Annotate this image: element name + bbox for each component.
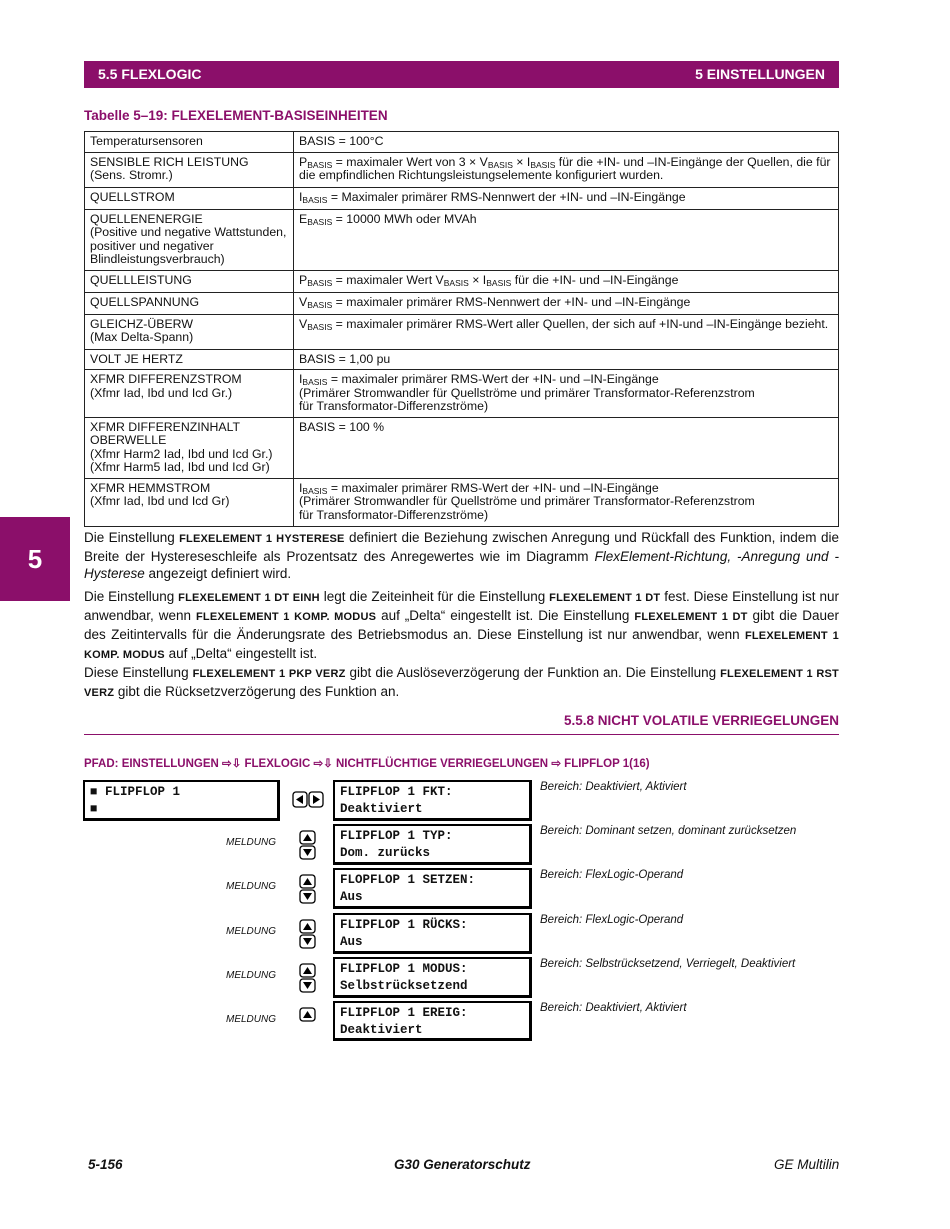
- message-label: MELDUNG: [226, 1014, 277, 1025]
- up-down-arrow-icon: [299, 830, 316, 860]
- base-unit-value: $I_{BASIS}$ = maximaler primärer RMS-Wert der +IN- und –IN-Eingänge (Primärer Stromwandler für Quellströme und primärer Transformator-Referenzstrom für Transformator-Differenzströme): [294, 370, 839, 418]
- path-arrow-icon: ⇨⇩: [313, 758, 333, 770]
- up-down-arrow-icon: [299, 919, 316, 949]
- path-segment-latches: NICHTFLÜCHTIGE VERRIEGELUNGEN: [336, 758, 549, 770]
- base-unit-value: $I_{BASIS}$ = maximaler primärer RMS-Wert der +IN- und –IN-Eingänge (Primärer Stromwandler für Quellströme und primärer Transformator-Referenzstrom für Transformator-Differenzströme): [294, 478, 839, 526]
- flipflop-setting-display[interactable]: [333, 780, 532, 821]
- base-unit-name: XFMR DIFFERENZSTROM (Xfmr Iad, Ibd und Icd Gr.): [85, 370, 294, 418]
- left-right-arrow-icon: [292, 791, 324, 808]
- base-unit-name: XFMR HEMMSTROM (Xfmr Iad, Ibd und Icd Gr): [85, 478, 294, 526]
- setting-range: Bereich: FlexLogic-Operand: [540, 914, 684, 926]
- setting-value: Aus: [340, 935, 363, 949]
- table-row: [85, 370, 839, 418]
- base-unit-name: QUELLSTROM: [85, 187, 294, 209]
- message-label: MELDUNG: [226, 970, 277, 981]
- menu-title-line1: ■ FLIPFLOP 1: [90, 785, 181, 799]
- footer-page-number: 5-156: [88, 1157, 123, 1172]
- setting-name: FLIPFLOP 1 EREIG:: [340, 1006, 468, 1020]
- table-row: [85, 478, 839, 526]
- base-unit-name: QUELLSPANNUNG: [85, 292, 294, 314]
- up-down-arrow-icon: [299, 874, 316, 904]
- setting-range: Bereich: FlexLogic-Operand: [540, 869, 684, 881]
- flexelement-base-units-table: [84, 131, 839, 527]
- base-unit-name: Temperatursensoren: [85, 132, 294, 153]
- setting-value: Selbstrücksetzend: [340, 979, 468, 993]
- table-row: [85, 270, 839, 292]
- paragraph-pkp-verz: Diese Einstellung FLEXELEMENT 1 PKP VERZ gibt die Auslöseverzögerung der Funktion an. Die Einstellung FLEXELEMENT 1 RST VERZ gibt die Rücksetzverzögerung des Funktion an.: [84, 665, 839, 699]
- setting-range: Bereich: Dominant setzen, dominant zurücksetzen: [540, 825, 797, 837]
- header-chapter-label: 5 EINSTELLUNGEN: [695, 66, 825, 82]
- path-prefix: PFAD: EINSTELLUNGEN: [84, 758, 219, 770]
- base-unit-value: $V_{BASIS}$ = maximaler primärer RMS-Wert aller Quellen, der sich auf +IN-und –IN-Eingänge bezieht.: [294, 314, 839, 349]
- flipflop-setting-display[interactable]: [333, 1001, 532, 1041]
- setting-name: FLIPFLOP 1 FKT:: [340, 785, 453, 799]
- table-row: [85, 349, 839, 370]
- footer-product-name: G30 Generatorschutz: [394, 1157, 531, 1172]
- base-unit-name: QUELLLEISTUNG: [85, 270, 294, 292]
- setting-value: Deaktiviert: [340, 802, 423, 816]
- setting-name: FLIPFLOP 1 MODUS:: [340, 962, 468, 976]
- base-unit-value: $I_{BASIS}$ = Maximaler primärer RMS-Nennwert der +IN- und –IN-Eingänge: [294, 187, 839, 209]
- table-title: Tabelle 5–19: FLEXELEMENT-BASISEINHEITEN: [84, 108, 388, 123]
- table-row: [85, 209, 839, 270]
- table-row: [85, 292, 839, 314]
- setting-name: FLOPFLOP 1 SETZEN:: [340, 873, 476, 887]
- flipflop-setting-display[interactable]: [333, 913, 532, 954]
- table-row: [85, 417, 839, 478]
- base-unit-name: QUELLENENERGIE (Positive und negative Wattstunden, positiver und negativer Blindleistungsverbrauch): [85, 209, 294, 270]
- section-heading: 5.5.8 NICHT VOLATILE VERRIEGELUNGEN: [84, 713, 839, 735]
- table-row: [85, 152, 839, 187]
- flipflop-setting-display[interactable]: [333, 824, 532, 865]
- setting-value: Deaktiviert: [340, 1023, 423, 1037]
- setting-range: Bereich: Deaktiviert, Aktiviert: [540, 781, 687, 793]
- message-label: MELDUNG: [226, 926, 277, 937]
- base-unit-value: BASIS = 100°C: [294, 132, 839, 153]
- flipflop-setting-display[interactable]: [333, 957, 532, 998]
- path-arrow-icon: ⇨: [551, 758, 561, 770]
- page-header-bar: [84, 61, 839, 88]
- message-label: MELDUNG: [226, 837, 277, 848]
- setting-value: Aus: [340, 890, 363, 904]
- header-section-label: 5.5 FLEXLOGIC: [98, 66, 202, 82]
- menu-title-line2: ■: [90, 802, 98, 816]
- paragraph-dt-einh: Die Einstellung FLEXELEMENT 1 DT EINH legt die Zeiteinheit für die Einstellung FLEXELEMENT 1 DT fest. Diese Einstellung ist nur anwendbar, wenn FLEXELEMENT 1 KOMP. MODUS auf „Delta“ eingestellt ist. Die Einstellung FLEXELEMENT 1 DT gibt die Dauer des Zeitintervalls für die Änderungsrate des Betriebsmodus an. Diese Einstellung ist nur anwendbar, wenn FLEXELEMENT 1 KOMP. MODUS auf „Delta“ eingestellt ist.: [84, 589, 839, 661]
- setting-value: Dom. zurücks: [340, 846, 431, 860]
- base-unit-value: $P_{BASIS}$ = maximaler Wert von $3 \times V_{BASIS} \times I_{BASIS}$ für die +IN- und –IN-Eingänge der Quellen, die für die empfindlichen Richtungsleistungselemente konfiguriert wurden.: [294, 152, 839, 187]
- setting-range: Bereich: Deaktiviert, Aktiviert: [540, 1002, 687, 1014]
- base-unit-name: XFMR DIFFERENZINHALT OBERWELLE (Xfmr Harm2 Iad, Ibd und Icd Gr.) (Xfmr Harm5 Iad, Ibd und Icd Gr): [85, 417, 294, 478]
- base-unit-value: $E_{BASIS} = 10000$ MWh oder MVAh: [294, 209, 839, 270]
- setting-name: FLIPFLOP 1 RÜCKS:: [340, 918, 468, 932]
- base-unit-value: BASIS = 100 %: [294, 417, 839, 478]
- base-unit-value: $V_{BASIS}$ = maximaler primärer RMS-Nennwert der +IN- und –IN-Eingänge: [294, 292, 839, 314]
- setting-name: FLIPFLOP 1 TYP:: [340, 829, 453, 843]
- paragraph-hysterese: Die Einstellung FLEXELEMENT 1 HYSTERESE definiert die Beziehung zwischen Anregung und Rückfall des Funktion, indem die Breite der Hystereseschleife als Prozentsatz des Anregewertes wie im Diagramm FlexElement-Richtung, -Anregung und -Hysterese angezeigt definiert wird.: [84, 530, 840, 581]
- up-arrow-icon: [299, 1007, 316, 1023]
- base-unit-value: $P_{BASIS}$ = maximaler Wert $V_{BASIS} \times I_{BASIS}$ für die +IN- und –IN-Eingänge: [294, 270, 839, 292]
- flipflop-menu-title-display: [83, 780, 280, 821]
- message-label: MELDUNG: [226, 881, 277, 892]
- settings-path: [84, 756, 650, 770]
- base-unit-name: SENSIBLE RICH LEISTUNG (Sens. Stromr.): [85, 152, 294, 187]
- table-row: [85, 187, 839, 209]
- flipflop-setting-display[interactable]: [333, 868, 532, 909]
- table-row: [85, 314, 839, 349]
- chapter-side-tab: 5: [0, 517, 70, 601]
- path-segment-flexlogic: FLEXLOGIC: [244, 758, 311, 770]
- up-down-arrow-icon: [299, 963, 316, 993]
- base-unit-name: VOLT JE HERTZ: [85, 349, 294, 370]
- setting-range: Bereich: Selbstrücksetzend, Verriegelt, Deaktiviert: [540, 958, 796, 970]
- table-row: [85, 132, 839, 153]
- base-unit-name: GLEICHZ-ÜBERW (Max Delta-Spann): [85, 314, 294, 349]
- path-segment-flipflop: FLIPFLOP 1(16): [564, 758, 650, 770]
- path-arrow-icon: ⇨⇩: [222, 758, 242, 770]
- base-unit-value: BASIS = 1,00 pu: [294, 349, 839, 370]
- footer-company: GE Multilin: [774, 1157, 840, 1172]
